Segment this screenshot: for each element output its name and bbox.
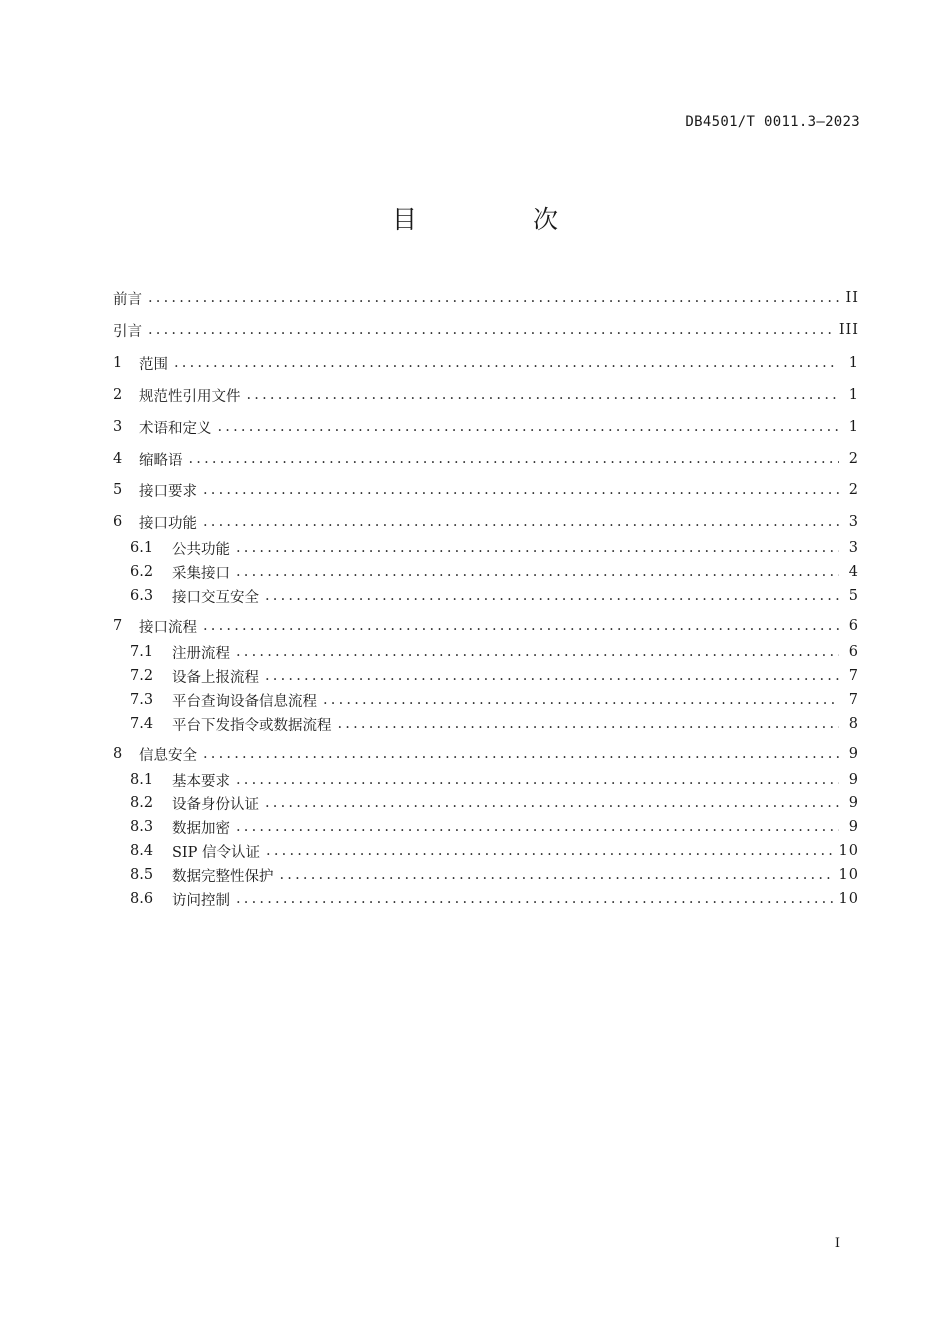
toc-leader-dots — [218, 419, 840, 435]
toc-entry-number: 8.6 — [130, 891, 154, 907]
toc-leader-dots — [203, 746, 839, 762]
toc-entry[interactable] — [113, 416, 859, 438]
toc-entry-label: 引言 — [113, 323, 142, 340]
toc-entry-number: 8.4 — [130, 843, 154, 859]
toc-entry-page: 7 — [848, 692, 859, 708]
toc-entry-number: 6 — [113, 514, 123, 530]
toc-leader-dots — [280, 867, 833, 883]
toc-leader-dots — [203, 618, 839, 634]
toc-entry-page: 10 — [838, 891, 859, 907]
toc-entry-page: 6 — [848, 618, 859, 634]
toc-entry-page: II — [845, 290, 859, 306]
toc-entry-number: 1 — [113, 355, 123, 371]
toc-subentry[interactable] — [130, 816, 859, 838]
toc-entry-label: 前言 — [113, 291, 142, 308]
toc-entry-label: 注册流程 — [172, 645, 230, 662]
toc-leader-dots — [236, 772, 839, 788]
toc-entry-label: 采集接口 — [172, 565, 230, 582]
toc-entry[interactable] — [113, 743, 859, 765]
toc-entry-page: 1 — [848, 419, 859, 435]
toc-entry-page: 8 — [848, 716, 859, 732]
toc-entry[interactable] — [113, 479, 859, 501]
toc-subentry[interactable] — [130, 537, 859, 559]
toc-leader-dots — [189, 451, 840, 467]
toc-subentry[interactable] — [130, 689, 859, 711]
toc-entry-label: 设备身份认证 — [172, 796, 259, 813]
toc-entry-number: 8.2 — [130, 795, 154, 811]
toc-entry[interactable] — [113, 287, 859, 309]
toc-entry-label: 接口要求 — [139, 483, 197, 500]
toc-entry-number: 7 — [113, 618, 123, 634]
toc-entry-label: 公共功能 — [172, 541, 230, 558]
toc-entry-label: 接口功能 — [139, 515, 197, 532]
toc-entry-number: 5 — [113, 482, 123, 498]
toc-entry-page: 5 — [848, 588, 859, 604]
toc-entry-number: 8.5 — [130, 867, 154, 883]
toc-subentry[interactable] — [130, 713, 859, 735]
toc-entry-page: 4 — [848, 564, 859, 580]
toc-subentry[interactable] — [130, 888, 859, 910]
toc-entry-label: 平台查询设备信息流程 — [172, 693, 317, 710]
toc-entry-label: 信息安全 — [139, 747, 197, 764]
toc-entry-number: 8.3 — [130, 819, 154, 835]
toc-entry[interactable] — [113, 448, 859, 470]
toc-entry[interactable] — [113, 511, 859, 533]
toc-entry[interactable] — [113, 319, 859, 341]
toc-leader-dots — [203, 514, 839, 530]
toc-leader-dots — [236, 891, 833, 907]
toc-entry-number: 8.1 — [130, 772, 154, 788]
toc-entry-number: 4 — [113, 451, 123, 467]
toc-entry-page: 10 — [838, 843, 859, 859]
toc-leader-dots — [266, 843, 833, 859]
toc-entry-number: 7.4 — [130, 716, 154, 732]
toc-subentry[interactable] — [130, 864, 859, 886]
toc-entry-label: 平台下发指令或数据流程 — [172, 717, 332, 734]
toc-entry-number: 6.3 — [130, 588, 154, 604]
toc-leader-dots — [236, 644, 839, 660]
toc-entry-number: 3 — [113, 419, 123, 435]
toc-entry-page: 3 — [848, 540, 859, 556]
toc-entry-label: 访问控制 — [172, 892, 230, 909]
toc-entry-page: 9 — [848, 746, 859, 762]
toc-title: 目 次 — [392, 205, 612, 234]
toc-leader-dots — [236, 819, 839, 835]
toc-subentry[interactable] — [130, 840, 859, 862]
toc-entry-number: 7.2 — [130, 668, 154, 684]
toc-leader-dots — [148, 290, 839, 306]
toc-entry-label: 规范性引用文件 — [139, 388, 241, 405]
toc-entry-page: 1 — [848, 387, 859, 403]
toc-leader-dots — [174, 355, 839, 371]
toc-leader-dots — [247, 387, 840, 403]
toc-entry-label: 术语和定义 — [139, 420, 212, 437]
toc-entry-page: III — [838, 322, 859, 338]
toc-leader-dots — [338, 716, 840, 732]
toc-entry-page: 1 — [848, 355, 859, 371]
toc-entry-number: 7.1 — [130, 644, 154, 660]
toc-entry-page: 3 — [848, 514, 859, 530]
toc-entry-label: 基本要求 — [172, 773, 230, 790]
toc-entry[interactable] — [113, 384, 859, 406]
toc-entry[interactable] — [113, 615, 859, 637]
toc-entry-label: 缩略语 — [139, 452, 183, 469]
toc-entry-number: 2 — [113, 387, 123, 403]
toc-subentry[interactable] — [130, 561, 859, 583]
toc-entry-page: 2 — [848, 482, 859, 498]
toc-entry-label: 数据完整性保护 — [172, 868, 274, 885]
toc-leader-dots — [203, 482, 839, 498]
toc-leader-dots — [265, 668, 839, 684]
toc-leader-dots — [148, 322, 833, 338]
toc-entry-page: 9 — [848, 795, 859, 811]
toc-subentry[interactable] — [130, 641, 859, 663]
toc-leader-dots — [265, 795, 839, 811]
toc-entry-page: 9 — [848, 772, 859, 788]
toc-entry-label: 设备上报流程 — [172, 669, 259, 686]
toc-subentry[interactable] — [130, 769, 859, 791]
toc-entry-label: 接口流程 — [139, 619, 197, 636]
toc-entry-label: 范围 — [139, 356, 168, 373]
toc-leader-dots — [323, 692, 839, 708]
toc-entry-label: 数据加密 — [172, 820, 230, 837]
toc-entry-label: 接口交互安全 — [172, 589, 259, 606]
toc-subentry[interactable] — [130, 665, 859, 687]
toc-leader-dots — [236, 540, 839, 556]
toc-subentry[interactable] — [130, 792, 859, 814]
toc-entry-number: 7.3 — [130, 692, 154, 708]
document-code: DB4501/T 0011.3—2023 — [685, 114, 860, 130]
toc-entry-number: 6.1 — [130, 540, 154, 556]
toc-entry-number: 6.2 — [130, 564, 154, 580]
toc-subentry[interactable] — [130, 585, 859, 607]
toc-leader-dots — [236, 564, 839, 580]
toc-entry-page: 10 — [838, 867, 859, 883]
toc-entry-page: 9 — [848, 819, 859, 835]
toc-entry-page: 2 — [848, 451, 859, 467]
page-number: I — [834, 1236, 840, 1251]
toc-entry-number: 8 — [113, 746, 123, 762]
toc-entry-page: 6 — [848, 644, 859, 660]
toc-entry-page: 7 — [848, 668, 859, 684]
toc-entry[interactable] — [113, 352, 859, 374]
toc-leader-dots — [265, 588, 839, 604]
toc-entry-label: SIP 信令认证 — [172, 844, 261, 861]
